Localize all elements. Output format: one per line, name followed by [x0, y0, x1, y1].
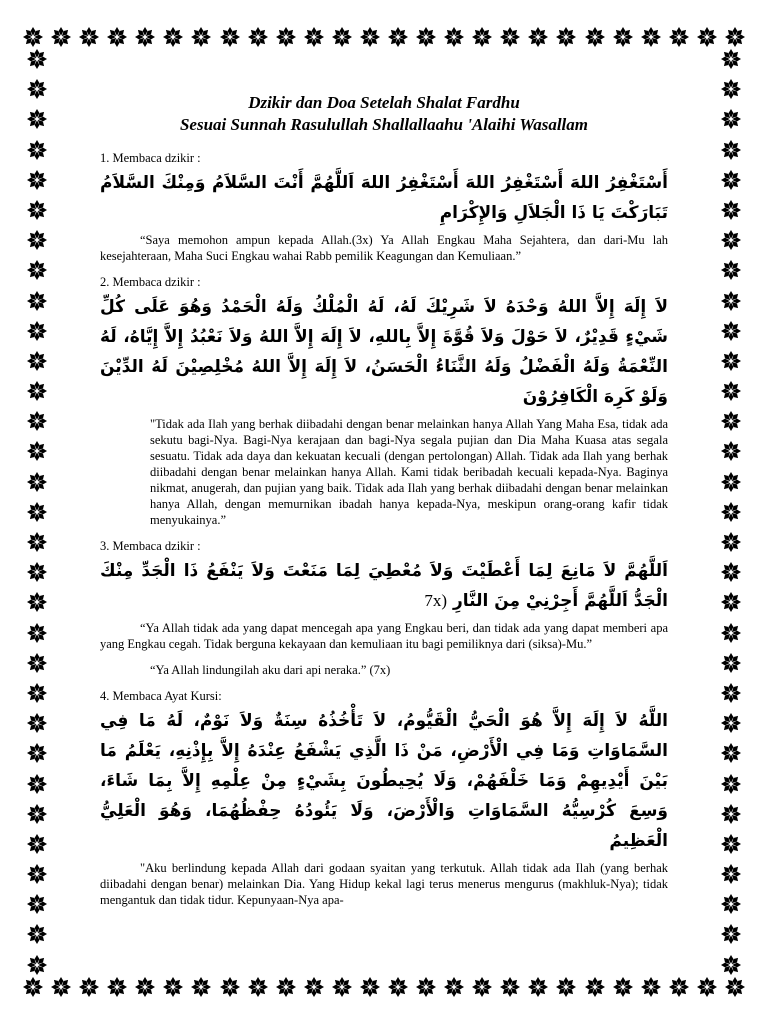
section-2-arabic: لاَ إِلَهَ إِلاَّ اللهُ وَحْدَهُ لاَ شَرِيْكَ لَهُ، لَهُ الْمُلْكُ وَلَهُ الْحَمْدُ وَهُوَ عَلَى كُلِّ شَيْءٍ قَدِيْرٌ، لاَ حَوْلَ وَلاَ قُوَّةَ إِلاَّ بِاللهِ، لاَ إِلَهَ إِلاَّ اللهُ وَلاَ نَعْبُدُ إِلاَّ إِيَّاهُ، لَهُ النِّعْمَةُ وَلَهُ الْفَضْلُ وَلَهُ الثَّنَاءُ الْحَسَنُ، لاَ إِلَهَ إِلاَّ اللهُ مُخْلِصِيْنَ لَهُ الدِّيْنَ وَلَوْ كَرِهَ الْكَافِرُوْنَ	[100, 297, 668, 407]
asterisk-flower-icon	[359, 976, 381, 998]
asterisk-flower-icon	[303, 976, 325, 998]
asterisk-flower-icon	[219, 976, 241, 998]
asterisk-flower-icon	[26, 773, 48, 795]
asterisk-flower-icon	[720, 290, 742, 312]
section-1-heading: 1. Membaca dzikir :	[100, 151, 201, 165]
asterisk-flower-icon	[720, 591, 742, 613]
asterisk-flower-icon	[26, 833, 48, 855]
asterisk-flower-icon	[190, 26, 212, 48]
asterisk-flower-icon	[26, 471, 48, 493]
asterisk-flower-icon	[720, 440, 742, 462]
asterisk-flower-icon	[190, 976, 212, 998]
asterisk-flower-icon	[387, 976, 409, 998]
asterisk-flower-icon	[26, 139, 48, 161]
asterisk-flower-icon	[26, 923, 48, 945]
asterisk-flower-icon	[499, 976, 521, 998]
document-title	[100, 92, 668, 136]
asterisk-flower-icon	[50, 976, 72, 998]
asterisk-flower-icon	[26, 320, 48, 342]
section-3	[100, 538, 668, 678]
asterisk-flower-icon	[359, 26, 381, 48]
asterisk-flower-icon	[26, 259, 48, 281]
asterisk-flower-icon	[612, 976, 634, 998]
asterisk-flower-icon	[22, 976, 44, 998]
asterisk-flower-icon	[443, 976, 465, 998]
section-2-translation: "Tidak ada Ilah yang berhak diibadahi dengan benar melainkan hanya Allah Yang Maha Esa, tidak ada sekutu bagi-Nya. Bagi-Nya kerajaan dan bagi-Nya segala pujian dan Dia Maha Kuasa atas segala sesuatu. Tidak ada daya dan kekuatan kecuali (dengan pertolongan) Allah. Tidak ada Ilah yang berhak diibadahi dengan benar melainkan hanya Allah. Kami tidak beribadah kecuali kepada-Nya. Baginya nikmat, anugerah, dan pujian yang baik. Tidak ada Ilah yang berhak diibadahi dengan benar melainkan hanya Allah, dengan memurnikan ibadah hanya kepada-Nya, meskipun orang-orang kafir tidak menyukainya.”	[150, 417, 668, 527]
asterisk-flower-icon	[26, 410, 48, 432]
section-4	[100, 688, 668, 908]
section-3-arabic	[100, 556, 668, 616]
asterisk-flower-icon	[720, 531, 742, 553]
asterisk-flower-icon	[555, 26, 577, 48]
asterisk-flower-icon	[26, 440, 48, 462]
asterisk-flower-icon	[26, 622, 48, 644]
asterisk-flower-icon	[26, 290, 48, 312]
asterisk-flower-icon	[26, 682, 48, 704]
asterisk-flower-icon	[720, 350, 742, 372]
section-3-arabic-text: اَللَّهُمَّ لاَ مَانِعَ لِمَا أَعْطَيْتَ وَلاَ مُعْطِيَ لِمَا مَنَعْتَ وَلاَ يَنْفَعُ ذَا الْجَدِّ مِنْكَ الْجَدُّ اَللَّهُمَّ أَجِرْنِيْ مِنَ النَّارِ	[100, 561, 668, 611]
asterisk-flower-icon	[720, 803, 742, 825]
asterisk-flower-icon	[26, 350, 48, 372]
asterisk-flower-icon	[78, 976, 100, 998]
asterisk-flower-icon	[720, 954, 742, 976]
document-page	[100, 92, 668, 918]
asterisk-flower-icon	[26, 561, 48, 583]
section-3-heading: 3. Membaca dzikir :	[100, 539, 201, 553]
asterisk-flower-icon	[720, 561, 742, 583]
asterisk-flower-icon	[247, 26, 269, 48]
section-3-translation: “Ya Allah tidak ada yang dapat mencegah apa yang Engkau beri, dan tidak ada yang dapat memberi apa yang Engkau cegah. Tidak berguna kekayaan dan kemuliaan itu bagi pemiliknya dari (siksa)-Mu.”	[100, 621, 668, 651]
asterisk-flower-icon	[162, 976, 184, 998]
section-3-arabic-repeat: (7x	[424, 591, 448, 610]
asterisk-flower-icon	[26, 893, 48, 915]
asterisk-flower-icon	[720, 501, 742, 523]
asterisk-flower-icon	[720, 320, 742, 342]
asterisk-flower-icon	[720, 622, 742, 644]
asterisk-flower-icon	[134, 976, 156, 998]
asterisk-flower-icon	[26, 742, 48, 764]
asterisk-flower-icon	[724, 26, 746, 48]
asterisk-flower-icon	[247, 976, 269, 998]
asterisk-flower-icon	[720, 169, 742, 191]
asterisk-flower-icon	[527, 976, 549, 998]
asterisk-flower-icon	[720, 108, 742, 130]
asterisk-flower-icon	[26, 712, 48, 734]
asterisk-flower-icon	[331, 976, 353, 998]
asterisk-flower-icon	[443, 26, 465, 48]
section-1	[100, 150, 668, 264]
asterisk-flower-icon	[303, 26, 325, 48]
asterisk-flower-icon	[275, 976, 297, 998]
asterisk-flower-icon	[499, 26, 521, 48]
asterisk-flower-icon	[415, 26, 437, 48]
title-line-1: Dzikir dan Doa Setelah Shalat Fardhu	[248, 93, 520, 112]
asterisk-flower-icon	[26, 380, 48, 402]
bottom-border	[22, 972, 746, 1002]
asterisk-flower-icon	[26, 652, 48, 674]
asterisk-flower-icon	[415, 976, 437, 998]
asterisk-flower-icon	[720, 380, 742, 402]
section-4-translation: "Aku berlindung kepada Allah dari godaan syaitan yang terkutuk. Allah tidak ada Ilah (yang berhak diibadahi dengan benar) melainkan Dia. Yang Hidup kekal lagi terus menerus mengurus (makhluk-Nya); tidak mengantuk dan tidak tidur. Kepunyaan-Nya apa-	[100, 861, 668, 907]
asterisk-flower-icon	[668, 976, 690, 998]
asterisk-flower-icon	[720, 410, 742, 432]
asterisk-flower-icon	[26, 229, 48, 251]
asterisk-flower-icon	[720, 139, 742, 161]
section-3-translation-2: “Ya Allah lindungilah aku dari api neraka.” (7x)	[150, 663, 391, 677]
asterisk-flower-icon	[720, 742, 742, 764]
asterisk-flower-icon	[26, 48, 48, 70]
asterisk-flower-icon	[720, 229, 742, 251]
asterisk-flower-icon	[696, 976, 718, 998]
section-4-arabic: اللَّهُ لاَ إِلَهَ إِلاَّ هُوَ الْحَيُّ الْقَيُّومُ، لاَ تَأْخُذُهُ سِنَةٌ وَلاَ نَوْمٌ، لَهُ مَا فِي السَّمَاوَاتِ وَمَا فِي الْأَرْضِ، مَنْ ذَا الَّذِي يَشْفَعُ عِنْدَهُ إِلاَّ بِإِذْنِهِ، يَعْلَمُ مَا بَيْنَ أَيْدِيهِمْ وَمَا خَلْفَهُمْ، وَلَا يُحِيطُونَ بِشَيْءٍ مِنْ عِلْمِهِ إِلاَّ بِمَا شَاءَ، وَسِعَ كُرْسِيُّهُ السَّمَاوَاتِ وَالْأَرْضَ، وَلَا يَئُودُهُ حِفْظُهُمَا، وَهُوَ الْعَلِيُّ الْعَظِيمُ	[100, 711, 668, 851]
asterisk-flower-icon	[527, 26, 549, 48]
asterisk-flower-icon	[26, 803, 48, 825]
section-2-heading: 2. Membaca dzikir :	[100, 275, 201, 289]
asterisk-flower-icon	[275, 26, 297, 48]
asterisk-flower-icon	[78, 26, 100, 48]
left-border	[22, 48, 52, 976]
asterisk-flower-icon	[724, 976, 746, 998]
asterisk-flower-icon	[26, 199, 48, 221]
asterisk-flower-icon	[162, 26, 184, 48]
asterisk-flower-icon	[26, 954, 48, 976]
asterisk-flower-icon	[720, 923, 742, 945]
asterisk-flower-icon	[26, 591, 48, 613]
asterisk-flower-icon	[219, 26, 241, 48]
section-1-translation: “Saya memohon ampun kepada Allah.(3x) Ya Allah Engkau Maha Sejahtera, dan dari-Mu lah kesejahteraan, Maha Suci Engkau wahai Rabb pemilik Keagungan dan Kemuliaan.”	[100, 233, 668, 263]
title-line-2: Sesuai Sunnah Rasulullah Shallallaahu 'Alaihi Wasallam	[179, 115, 589, 134]
asterisk-flower-icon	[331, 26, 353, 48]
asterisk-flower-icon	[720, 893, 742, 915]
asterisk-flower-icon	[26, 501, 48, 523]
asterisk-flower-icon	[106, 976, 128, 998]
asterisk-flower-icon	[640, 26, 662, 48]
asterisk-flower-icon	[720, 863, 742, 885]
asterisk-flower-icon	[26, 863, 48, 885]
section-4-heading: 4. Membaca Ayat Kursi:	[100, 689, 222, 703]
section-2	[100, 274, 668, 528]
asterisk-flower-icon	[720, 712, 742, 734]
asterisk-flower-icon	[720, 652, 742, 674]
asterisk-flower-icon	[720, 682, 742, 704]
section-1-arabic: أَسْتَغْفِرُ اللهَ أَسْتَغْفِرُ اللهَ أَسْتَغْفِرُ اللهَ اَللَّهُمَّ أَنْتَ السَّلاَمُ وَمِنْكَ السَّلاَمُ تَبَارَكْتَ يَا ذَا الْجَلاَلِ وَالإِكْرَامِ	[100, 173, 668, 223]
asterisk-flower-icon	[26, 108, 48, 130]
asterisk-flower-icon	[720, 78, 742, 100]
asterisk-flower-icon	[720, 199, 742, 221]
asterisk-flower-icon	[134, 26, 156, 48]
asterisk-flower-icon	[26, 78, 48, 100]
asterisk-flower-icon	[720, 259, 742, 281]
asterisk-flower-icon	[720, 471, 742, 493]
right-border	[716, 48, 746, 976]
asterisk-flower-icon	[26, 531, 48, 553]
asterisk-flower-icon	[640, 976, 662, 998]
asterisk-flower-icon	[584, 26, 606, 48]
asterisk-flower-icon	[471, 26, 493, 48]
top-border	[22, 22, 746, 52]
asterisk-flower-icon	[387, 26, 409, 48]
asterisk-flower-icon	[584, 976, 606, 998]
asterisk-flower-icon	[720, 48, 742, 70]
asterisk-flower-icon	[668, 26, 690, 48]
asterisk-flower-icon	[50, 26, 72, 48]
asterisk-flower-icon	[22, 26, 44, 48]
asterisk-flower-icon	[555, 976, 577, 998]
asterisk-flower-icon	[720, 773, 742, 795]
asterisk-flower-icon	[696, 26, 718, 48]
asterisk-flower-icon	[26, 169, 48, 191]
asterisk-flower-icon	[106, 26, 128, 48]
asterisk-flower-icon	[612, 26, 634, 48]
asterisk-flower-icon	[720, 833, 742, 855]
asterisk-flower-icon	[471, 976, 493, 998]
